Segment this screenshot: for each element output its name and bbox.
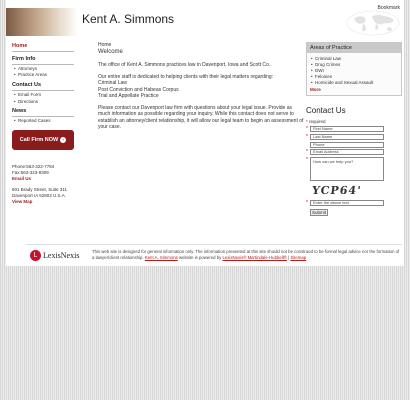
nav-contact-us[interactable]: Contact Us	[12, 81, 74, 91]
lexisnexis-logo-icon: L	[30, 250, 41, 261]
header-photo	[6, 8, 78, 36]
submit-button[interactable]: Submit	[311, 210, 326, 216]
required-note	[306, 119, 402, 124]
header	[6, 0, 404, 38]
first-name-field[interactable]: First Name	[310, 126, 384, 132]
required-star: *	[306, 125, 308, 132]
right-column	[306, 42, 402, 216]
footer-separator: |	[288, 254, 290, 260]
service-item: Trial and Appellate Practice	[98, 93, 159, 99]
call-firm-label: Call Firm NOW	[19, 136, 59, 143]
services-intro: Our entire staff is dedicated to helping clients with their legal matters regarding:	[98, 73, 273, 80]
service-item: Post Conviction and Habeas Corpus	[98, 86, 179, 93]
bookmark-link[interactable]: Bookmark	[377, 5, 400, 11]
fax-number: Fax:563-323-9309	[12, 169, 49, 175]
practice-item-drug-crimes[interactable]: • Drug Crimes	[310, 61, 398, 67]
lexisnexis-wordmark: LexisNexis	[43, 251, 80, 260]
more-link[interactable]: More	[310, 86, 321, 92]
practice-item-dwi[interactable]: • DWI	[310, 67, 398, 73]
call-firm-button[interactable]	[12, 130, 74, 150]
phone-field[interactable]: Phone	[310, 142, 384, 148]
lexisnexis-logo[interactable]	[30, 250, 79, 261]
contact-info	[12, 164, 74, 182]
footer	[26, 244, 402, 266]
nav-item-practice-areas[interactable]: • Practice Areas	[12, 72, 74, 79]
intro-paragraph: The office of Kent A. Simmons practices law in Davenport, Iowa and Scott Co..	[98, 62, 272, 68]
left-nav	[12, 42, 74, 205]
contact-paragraph: Please contact our Davenport law firm with questions about your legal issue. Provide as much information as possible regarding your inquiry. While this contact does not serve to establish an attorney/client relationship, it will allow our legal team to begin an assessment of your case.	[98, 104, 304, 130]
practice-item-homicide[interactable]: • Homicide and Sexual Assault	[310, 80, 398, 86]
martindale-hubbell-link[interactable]: LexisNexis® Martindale-Hubbell®	[222, 254, 287, 260]
phone-number: Phone:563-322-7784	[12, 163, 55, 169]
email-field[interactable]: Email Address	[310, 149, 384, 155]
required-star: *	[306, 157, 308, 164]
kent-simmons-link[interactable]: Kent A. Simmons	[144, 254, 178, 260]
required-note-label: required	[309, 118, 326, 124]
main-content	[98, 42, 304, 136]
world-map-icon	[346, 10, 400, 36]
contact-form-title: Contact Us	[306, 105, 346, 115]
address-line-2: Davenport IA 52803 U.S.A.	[12, 192, 67, 198]
nav-item-email-form[interactable]: • Email Form	[12, 91, 74, 98]
nav-item-reported-cases[interactable]: • Reported Cases	[12, 117, 74, 124]
nav-home[interactable]: Home	[12, 42, 74, 52]
captcha-image: YCP64'	[311, 184, 363, 198]
powered-by-text: website is powered by	[178, 254, 222, 260]
nav-item-directions[interactable]: • Directions	[12, 98, 74, 105]
required-star: *	[306, 118, 308, 124]
address-line-1: 601 Brady Street, Suite 311	[12, 186, 67, 192]
nav-firm-info[interactable]: Firm Info	[12, 55, 74, 65]
sitemap-link[interactable]: Sitemap	[290, 254, 307, 260]
page	[6, 0, 404, 266]
breadcrumb[interactable]: Home	[98, 42, 112, 48]
practice-item-felonies[interactable]: • Felonies	[310, 74, 398, 80]
nav-item-attorneys[interactable]: • Attorneys	[12, 65, 74, 72]
footer-disclaimer	[92, 249, 400, 261]
email-us-link[interactable]: Email Us	[12, 175, 32, 181]
message-textarea[interactable]: How can we help you?	[310, 157, 384, 181]
areas-of-practice-box	[306, 42, 402, 96]
view-map-link[interactable]: View Map	[12, 198, 33, 204]
practice-item-criminal-law[interactable]: • Criminal Law	[310, 55, 398, 61]
last-name-field[interactable]: Last Name	[310, 134, 384, 140]
captcha-field[interactable]: Enter the above text	[310, 200, 384, 206]
required-star: *	[306, 200, 308, 207]
service-item: Criminal Law	[98, 80, 127, 86]
nav-news[interactable]: News	[12, 107, 74, 117]
required-star: *	[306, 133, 308, 140]
disclaimer-text: This web site is designed for general information only. The information presented at this site should not be construed to be formal legal advice nor the formation of a lawyer/client relationship.	[92, 249, 400, 260]
chevron-right-circle-icon: ›	[60, 137, 66, 143]
page-title: Welcome	[98, 48, 123, 55]
required-star: *	[306, 149, 308, 156]
areas-of-practice-title: Areas of Practice	[307, 43, 401, 53]
site-title: Kent A. Simmons	[82, 12, 175, 26]
address	[12, 187, 74, 205]
